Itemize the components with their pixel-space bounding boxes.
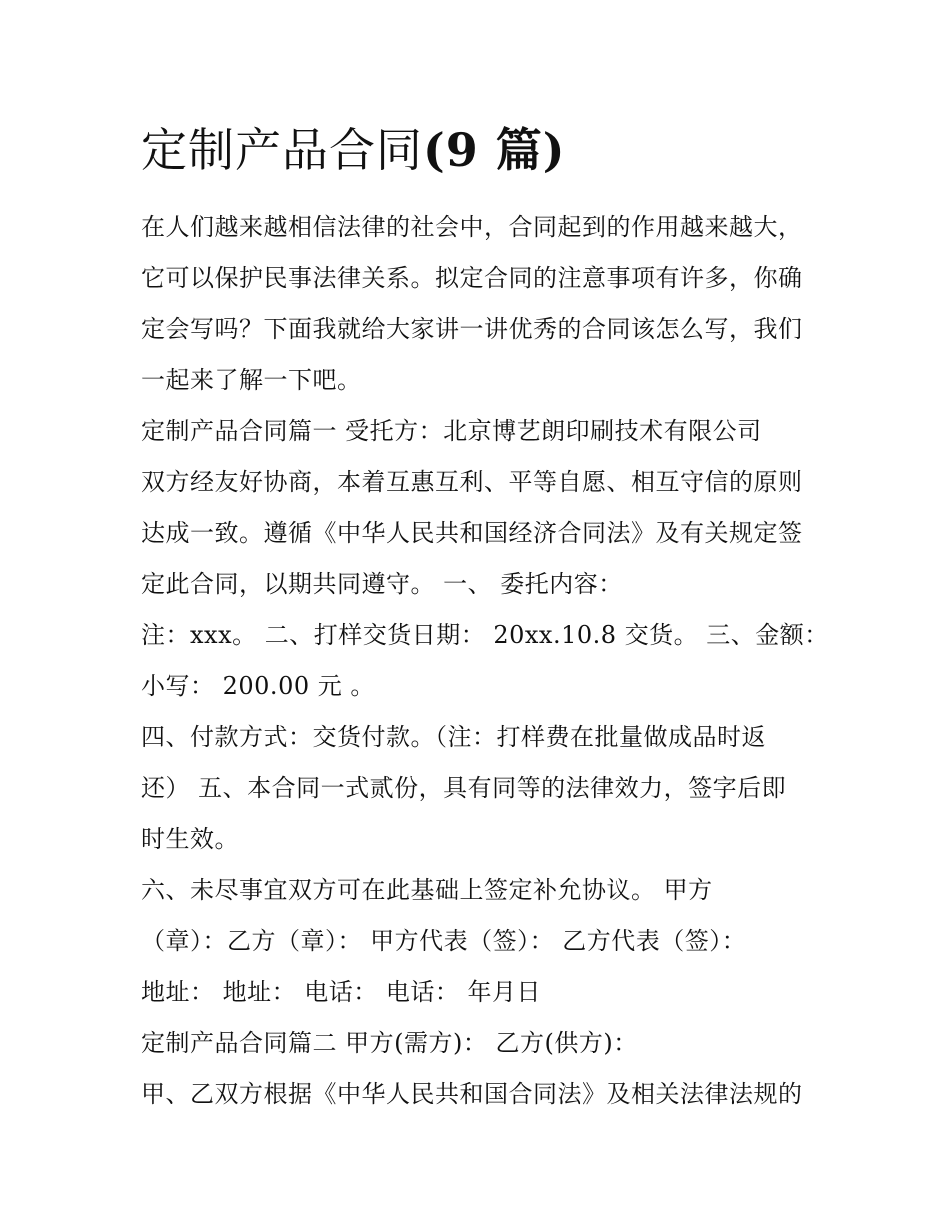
text-line: 甲、乙双方根据《中华人民共和国合同法》及相关法律法规的 [141,1080,803,1108]
text-line: 还） 五、本合同一式贰份，具有同等的法律效力，签字后即 [141,774,787,802]
text-line: 双方经友好协商，本着互惠互利、平等自愿、相互守信的原则 [141,468,803,496]
text-line: 地址： 地址： 电话： 电话： 年月日 [141,978,542,1006]
document-title [141,118,821,182]
text-line: 定会写吗？下面我就给大家讲一讲优秀的合同该怎么写，我们 [141,315,803,343]
text-line: 定此合同，以期共同遵守。 一、 委托内容： [141,570,623,598]
text-line: 四、付款方式：交货付款。（注：打样费在批量做成品时返 [141,723,766,751]
text-line: 定制产品合同篇二 甲方(需方)： 乙方(供方)： [141,1029,638,1057]
title-count: (9 篇) [423,123,566,177]
document-body [141,202,829,1120]
text-line: 达成一致。遵循《中华人民共和国经济合同法》及有关规定签 [141,519,803,547]
title-main: 定制产品合同 [141,123,423,177]
text-line: 一起来了解一下吧。 [141,366,362,394]
text-line: 时生效。 [141,825,239,853]
text-line: 小写： 200.00 元 。 [141,672,375,700]
text-line: 六、未尽事宜双方可在此基础上签定补允协议。 甲方 [141,876,713,904]
text-line: 它可以保护民事法律关系。拟定合同的注意事项有许多，你确 [141,264,803,292]
document-page [141,118,829,1120]
text-line: 在人们越来越相信法律的社会中，合同起到的作用越来越大， [141,213,803,241]
text-line: 定制产品合同篇一 受托方：北京博艺朗印刷技术有限公司 [141,417,762,445]
text-line: （章）：乙方（章）： 甲方代表（签）： 乙方代表（签）： [141,927,747,955]
text-line: 注：xxx。 二、打样交货日期： 20xx.10.8 交货。 三、金额： [141,621,829,649]
